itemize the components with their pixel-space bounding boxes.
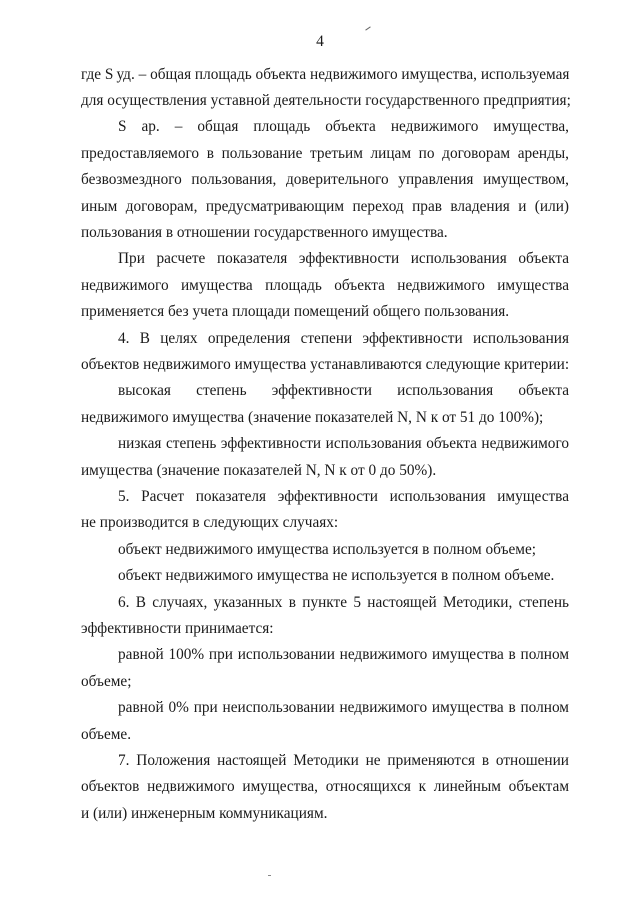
- text-line: объеме;: [81, 673, 132, 690]
- text-line: иным договорам, предусматривающим переход прав владения и (или): [81, 198, 569, 215]
- page-number: 4: [316, 33, 324, 50]
- text-line: применяется без учета площади помещений общего пользования.: [81, 303, 510, 320]
- text-line: высокая степень эффективности использования объекта: [118, 382, 569, 399]
- text-line: объект недвижимого имущества не используется в полном объеме.: [118, 567, 555, 584]
- text-line: равной 0% при неиспользовании недвижимого имущества в полном: [118, 699, 569, 716]
- text-line: недвижимого имущества (значение показателей N, N к от 51 до 100%);: [81, 409, 544, 426]
- text-line: 5. Расчет показателя эффективности использования имущества: [118, 488, 569, 505]
- text-line: равной 100% при использовании недвижимого имущества в полном: [118, 646, 569, 663]
- text-line: предоставляемого в пользование третьим лицам по договорам аренды,: [81, 145, 569, 162]
- text-line: объект недвижимого имущества используется в полном объеме;: [118, 541, 537, 558]
- text-line: объектов недвижимого имущества, относящихся к линейным объектам: [81, 778, 569, 795]
- text-line: безвозмездного пользования, доверительного управления имуществом,: [81, 171, 569, 188]
- text-line: недвижимого имущества площадь объекта недвижимого имущества: [81, 277, 569, 294]
- text-line: объеме.: [81, 726, 132, 743]
- text-line: имущества (значение показателей N, N к от 0 до 50%).: [81, 462, 437, 479]
- text-line: При расчете показателя эффективности использования объекта: [118, 250, 569, 267]
- text-line: низкая степень эффективности использования объекта недвижимого: [118, 435, 569, 452]
- text-line: для осуществления уставной деятельности государственного предприятия;: [81, 92, 571, 109]
- text-line: объектов недвижимого имущества устанавливаются следующие критерии:: [81, 356, 570, 373]
- text-line: 7. Положения настоящей Методики не применяются в отношении: [118, 752, 569, 769]
- text-line: пользования в отношении государственного имущества.: [81, 224, 448, 241]
- text-line: 4. В целях определения степени эффективности использования: [118, 330, 569, 347]
- text-line: не производится в следующих случаях:: [81, 514, 339, 531]
- scan-dot: [268, 875, 271, 876]
- text-line: S ар. – общая площадь объекта недвижимого имущества,: [118, 118, 569, 135]
- scan-mark: [365, 26, 370, 30]
- text-line: и (или) инженерным коммуникациям.: [81, 805, 328, 822]
- text-line: 6. В случаях, указанных в пункте 5 настоящей Методики, степень: [118, 594, 569, 611]
- text-line: эффективности принимается:: [81, 620, 274, 637]
- text-line: где S уд. – общая площадь объекта недвижимого имущества, используемая: [81, 66, 570, 83]
